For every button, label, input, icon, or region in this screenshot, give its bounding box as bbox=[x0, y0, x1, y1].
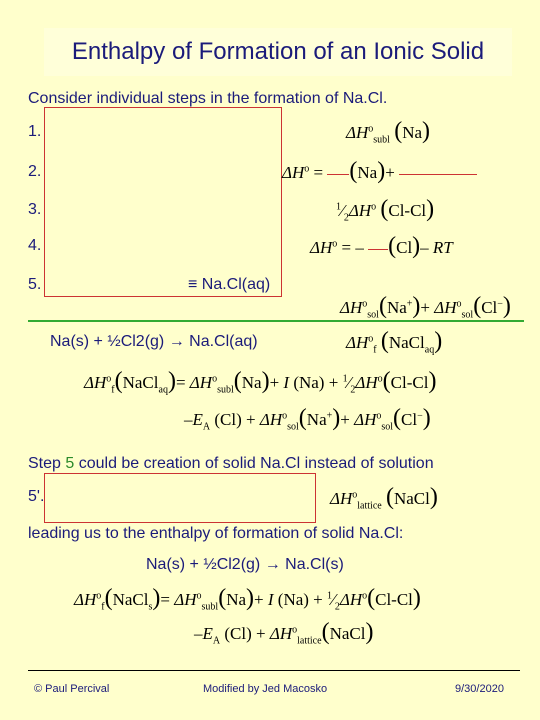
slide-title: Enthalpy of Formation of an Ionic Solid bbox=[71, 38, 485, 65]
step-5prime-label: 5'. bbox=[28, 488, 45, 505]
hess-sum-solid-line-2: $-E_A$ $(Cl) + \Delta H^o_{lattice}(NaCl)$ bbox=[194, 619, 374, 647]
footer-line bbox=[28, 670, 520, 671]
step-label-5: 5. bbox=[28, 276, 42, 293]
footer-copyright: © Paul Percival bbox=[34, 683, 110, 695]
step-label-4: 4. bbox=[28, 237, 42, 254]
step-5prime-equation: $\Delta H^o_{lattice}$ (NaCl) bbox=[330, 484, 438, 512]
step-label-1: 1. bbox=[28, 123, 42, 140]
overall-reaction-aq: Na(s) + ½Cl2(g) → Na.Cl(aq) bbox=[50, 333, 258, 350]
leading-text: leading us to the enthalpy of formation of solid Na.Cl: bbox=[28, 525, 404, 542]
hess-sum-solid-line-1: $\Delta H^o_f(NaCl_s)= \Delta H^o_{subl}(Na)+ I$ $(Na) + ^1⁄_2\Delta H^o(Cl-Cl)$ bbox=[74, 585, 421, 613]
step-5prime-blank-box bbox=[44, 473, 316, 523]
step-3-equation: $^1⁄_2\Delta H^o$ (Cl-Cl) bbox=[336, 196, 435, 224]
step-2-equation: $\Delta H^o = (Na)+$ bbox=[282, 158, 477, 185]
step-1-equation: $\Delta H^o_{subl}$ (Na) bbox=[346, 118, 431, 146]
divider-line bbox=[28, 320, 524, 322]
hess-sum-aq-line-1: $\Delta H^o_f(NaCl_{aq})= \Delta H^o_{subl}(Na)+ I$ $(Na) + ^1⁄_2\Delta H^o(Cl-Cl)$ bbox=[84, 368, 437, 396]
step-label-3: 3. bbox=[28, 201, 42, 218]
steps-blank-box bbox=[44, 107, 282, 297]
step-5-equation: ≡ Na.Cl(aq) bbox=[188, 276, 271, 293]
step-5-terms: $\Delta H^o_{sol}(Na^+)+ \Delta H^o_{sol}(Cl^-)$ bbox=[340, 293, 511, 321]
step-5-note: Step 5 could be creation of solid Na.Cl instead of solution bbox=[28, 455, 434, 472]
step-4-equation: $\Delta H^o$ = – (Cl)– RT bbox=[310, 233, 453, 259]
hess-sum-aq-line-2: $-E_A$ $(Cl) + \Delta H^o_{sol}(Na^+)+ \Delta H^o_{sol}(Cl^-)$ bbox=[184, 405, 431, 433]
step-label-2: 2. bbox=[28, 163, 42, 180]
footer-date: 9/30/2020 bbox=[455, 683, 504, 695]
footer-modified-by: Modified by Jed Macosko bbox=[203, 683, 328, 695]
overall-aq-enthalpy: $\Delta H^o_f$ (NaCl$_{aq}$) bbox=[346, 328, 443, 356]
intro-text: Consider individual steps in the formation of Na.Cl. bbox=[28, 90, 388, 107]
overall-reaction-solid: Na(s) + ½Cl2(g) → Na.Cl(s) bbox=[146, 556, 344, 573]
